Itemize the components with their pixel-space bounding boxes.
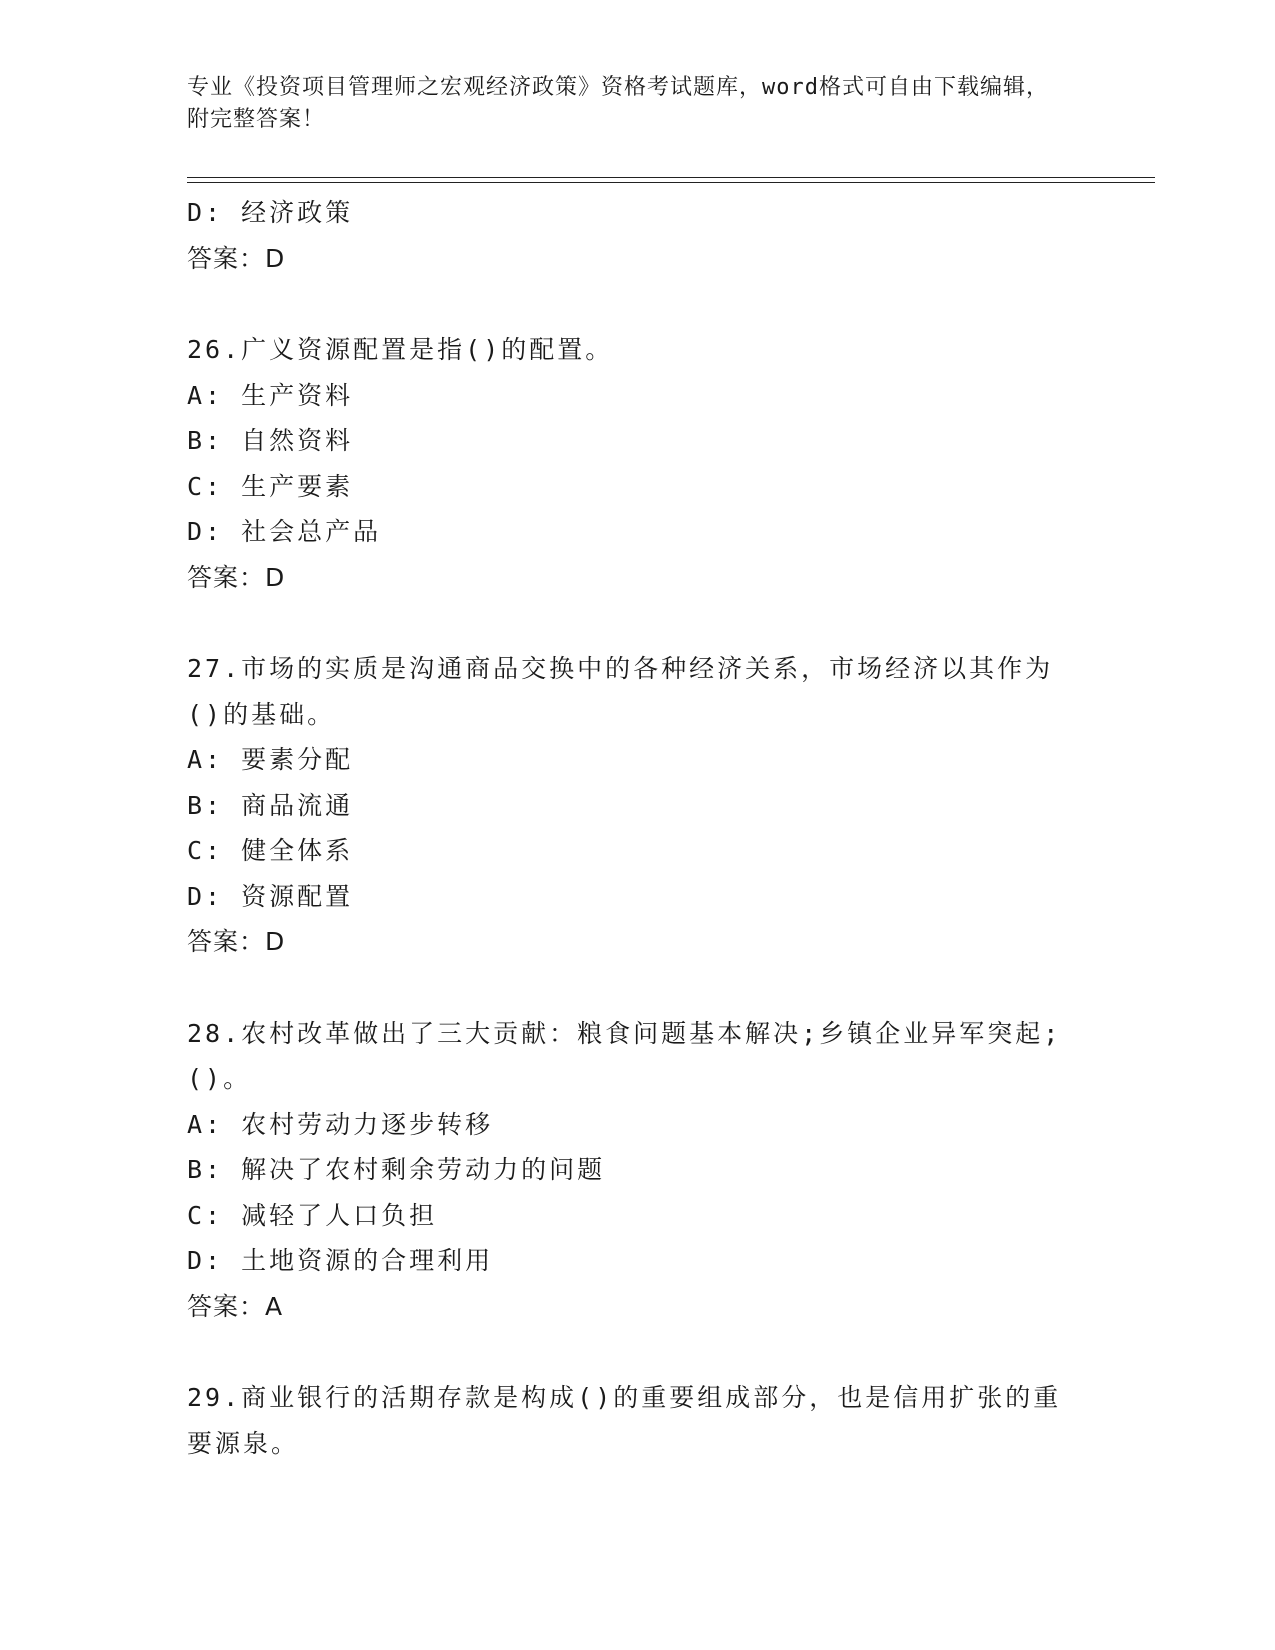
question-block-28 [187, 1011, 1087, 1330]
answer: 答案：D [187, 243, 286, 273]
question-stem: 26.广义资源配置是指()的配置。 [187, 335, 614, 364]
option-d: D: 土地资源的合理利用 [187, 1246, 494, 1275]
option-a: A: 农村劳动力逐步转移 [187, 1109, 494, 1139]
option-b: B: 自然资料 [187, 426, 354, 455]
option-a: A: 生产资料 [187, 380, 354, 410]
answer: 答案：A [187, 1291, 284, 1321]
question-stem: 27.市场的实质是沟通商品交换中的各种经济关系，市场经济以其作为()的基础。 [187, 654, 1054, 729]
header-divider-top [187, 177, 1155, 178]
option-c: C: 减轻了人口负担 [187, 1200, 438, 1230]
page-header: 专业《投资项目管理师之宏观经济政策》资格考试题库，word格式可自由下载编辑，附完整答案！ [187, 75, 1049, 132]
option-d: D: 经济政策 [187, 198, 354, 227]
answer: 答案：D [187, 927, 286, 956]
question-block-prev [187, 190, 1087, 281]
exam-content [187, 190, 1087, 1466]
option-a: A: 要素分配 [187, 745, 354, 774]
option-d: D: 社会总产品 [187, 517, 382, 546]
option-c: C: 生产要素 [187, 471, 354, 501]
question-stem: 29.商业银行的活期存款是构成()的重要组成部分，也是信用扩张的重要源泉。 [187, 1383, 1062, 1458]
option-d: D: 资源配置 [187, 881, 354, 911]
option-c: C: 健全体系 [187, 836, 354, 865]
question-block-27 [187, 646, 1087, 965]
question-block-26 [187, 327, 1087, 600]
answer: 答案：D [187, 562, 286, 592]
option-b: B: 商品流通 [187, 790, 354, 820]
option-b: B: 解决了农村剩余劳动力的问题 [187, 1155, 606, 1184]
question-stem: 28.农村改革做出了三大贡献：粮食问题基本解决;乡镇企业异军突起;()。 [187, 1018, 1062, 1093]
question-block-29 [187, 1375, 1087, 1466]
header-divider-bottom [187, 182, 1155, 183]
